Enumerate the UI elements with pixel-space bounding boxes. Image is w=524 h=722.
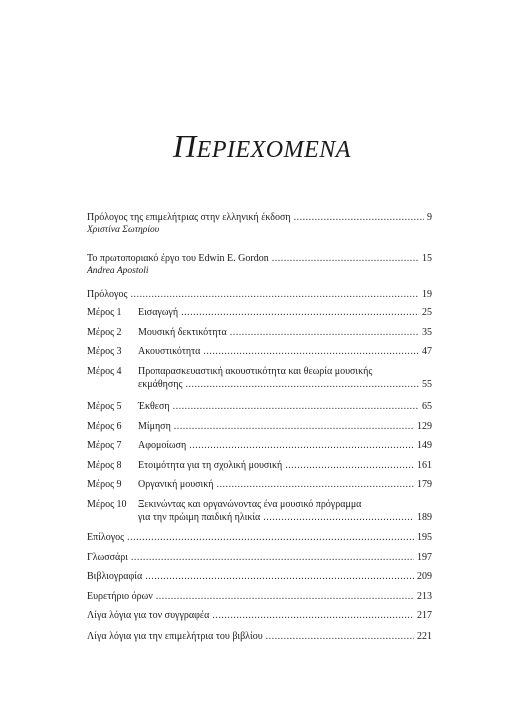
toc-page-number: 209 — [417, 571, 432, 582]
toc-entry-title: Ακουστικότητα — [138, 346, 201, 357]
dot-leader — [189, 439, 414, 452]
toc-page-number: 189 — [417, 512, 432, 523]
dot-leader — [130, 288, 419, 301]
dot-leader — [131, 551, 414, 564]
dot-leader — [285, 459, 414, 472]
dot-leader — [156, 590, 414, 603]
toc-page-number: 213 — [417, 591, 432, 602]
toc-page-number: 19 — [422, 289, 432, 300]
toc-entry-author: Χριστίνα Σωτηρίου — [87, 225, 160, 235]
toc-entry-author: Andrea Apostoli — [87, 266, 149, 276]
dot-leader — [266, 630, 414, 643]
toc-entry-index[interactable] — [87, 590, 432, 603]
toc-entry-title: Μουσική δεκτικότητα — [138, 327, 227, 338]
toc-entry-title: Το πρωτοποριακό έργο του Edwin E. Gordon — [87, 253, 269, 264]
toc-page-number: 217 — [417, 610, 432, 621]
toc-entry-title-continued: εκμάθησης — [138, 379, 183, 390]
toc-entry-title: Έκθεση — [138, 401, 170, 412]
toc-entry-about-editor[interactable] — [87, 630, 432, 643]
toc-entry-title: Γλωσσάρι — [87, 552, 128, 563]
toc-entry-about-author[interactable] — [87, 609, 432, 622]
dot-leader — [272, 252, 419, 265]
toc-page-number: 35 — [422, 327, 432, 338]
toc-entry-gordon-work[interactable] — [87, 252, 432, 278]
toc-entry-part-7[interactable] — [87, 439, 432, 452]
toc-entry-glossary[interactable] — [87, 551, 432, 564]
dot-leader — [181, 306, 419, 319]
toc-page-number: 221 — [417, 631, 432, 642]
toc-page-number: 9 — [427, 212, 432, 223]
toc-entry-part-8[interactable] — [87, 459, 432, 472]
toc-entry-part-6[interactable] — [87, 420, 432, 433]
dot-leader — [145, 570, 414, 583]
toc-entry-title: Προπαρασκευαστική ακουστικότητα και θεωρία μουσικής — [138, 366, 373, 377]
toc-page-number: 195 — [417, 532, 432, 543]
toc-entry-title: Εισαγωγή — [138, 307, 179, 318]
toc-entry-part-5[interactable] — [87, 400, 432, 413]
toc-part-label: Μέρος 10 — [87, 499, 127, 510]
page-title — [0, 128, 524, 165]
dot-leader — [203, 345, 419, 358]
toc-part-label: Μέρος 4 — [87, 366, 122, 377]
toc-entry-title: Λίγα λόγια για την επιμελήτρια του βιβλίου — [87, 631, 263, 642]
toc-entry-part-4[interactable] — [87, 365, 432, 391]
title-rest: ΕΡΙΕΧΟΜΕΝΑ — [196, 137, 351, 163]
toc-part-label: Μέρος 9 — [87, 479, 122, 490]
toc-part-label: Μέρος 3 — [87, 346, 122, 357]
toc-page-number: 25 — [422, 307, 432, 318]
dot-leader — [263, 511, 414, 524]
toc-entry-bibliography[interactable] — [87, 570, 432, 583]
toc-page-number: 55 — [422, 379, 432, 390]
toc-entry-title: Αφομοίωση — [138, 440, 187, 451]
title-initial: Π — [173, 128, 197, 164]
toc-entry-title: Ευρετήριο όρων — [87, 591, 153, 602]
toc-entry-title: Ετοιμότητα για τη σχολική μουσική — [138, 460, 283, 471]
toc-entry-title: Μίμηση — [138, 421, 171, 432]
toc-part-label: Μέρος 2 — [87, 327, 122, 338]
toc-entry-prologue[interactable] — [87, 288, 432, 301]
toc-entry-title-continued: για την πρώιμη παιδική ηλικία — [138, 512, 261, 523]
toc-part-label: Μέρος 7 — [87, 440, 122, 451]
toc-entry-part-3[interactable] — [87, 345, 432, 358]
toc-entry-editor-preface[interactable] — [87, 211, 432, 237]
toc-part-label: Μέρος 5 — [87, 401, 122, 412]
toc-page-number: 179 — [417, 479, 432, 490]
toc-page-number: 15 — [422, 253, 432, 264]
dot-leader — [212, 609, 414, 622]
toc-entry-title: Οργανική μουσική — [138, 479, 214, 490]
toc-entry-title: Πρόλογος — [87, 289, 128, 300]
toc-entry-title: Βιβλιογραφία — [87, 571, 143, 582]
toc-entry-part-2[interactable] — [87, 326, 432, 339]
toc-entry-part-1[interactable] — [87, 306, 432, 319]
dot-leader — [127, 531, 414, 544]
dot-leader — [294, 211, 424, 224]
toc-page-number: 129 — [417, 421, 432, 432]
dot-leader — [230, 326, 419, 339]
toc-page-number: 65 — [422, 401, 432, 412]
dot-leader — [185, 378, 419, 391]
toc-entry-part-9[interactable] — [87, 478, 432, 491]
dot-leader — [217, 478, 414, 491]
dot-leader — [174, 420, 414, 433]
toc-entry-title: Πρόλογος της επιμελήτριας στην ελληνική έκδοση — [87, 212, 291, 223]
toc-part-label: Μέρος 6 — [87, 421, 122, 432]
toc-entry-title: Επίλογος — [87, 532, 125, 543]
toc-entry-epilogue[interactable] — [87, 531, 432, 544]
toc-entry-part-10[interactable] — [87, 498, 432, 524]
toc-part-label: Μέρος 1 — [87, 307, 122, 318]
toc-page-number: 161 — [417, 460, 432, 471]
toc-entry-title: Λίγα λόγια για τον συγγραφέα — [87, 610, 210, 621]
dot-leader — [173, 400, 419, 413]
toc-part-label: Μέρος 8 — [87, 460, 122, 471]
toc-entry-title: Ξεκινώντας και οργανώνοντας ένα μουσικό πρόγραμμα — [138, 499, 362, 510]
toc-page-number: 149 — [417, 440, 432, 451]
toc-page-number: 197 — [417, 552, 432, 563]
toc-page-number: 47 — [422, 346, 432, 357]
